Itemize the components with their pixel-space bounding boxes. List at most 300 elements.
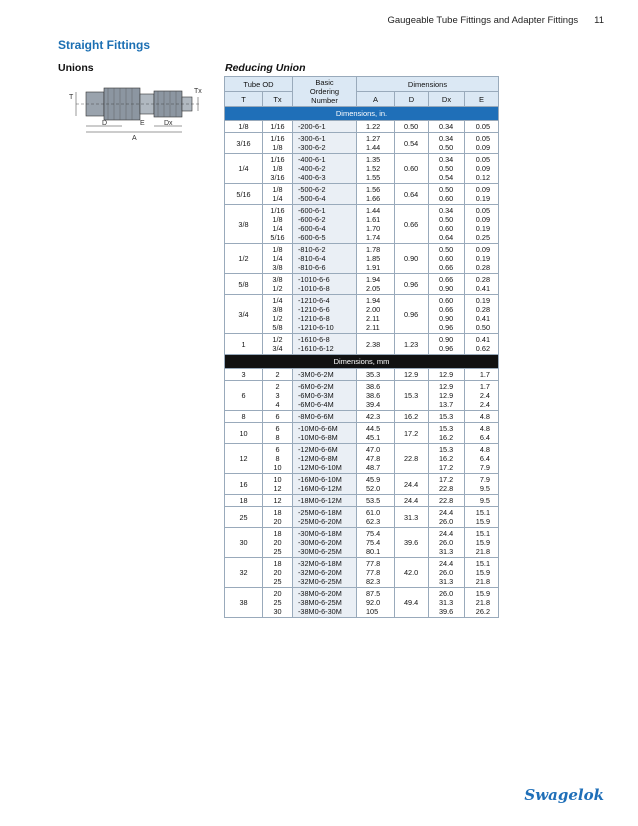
- cell-tx-line: 25: [273, 547, 282, 556]
- subheader-row: [225, 92, 499, 107]
- diagram-label-a: A: [132, 135, 137, 142]
- cell-t: 6: [225, 381, 263, 411]
- table-row: [225, 444, 499, 474]
- cell-e: [465, 334, 499, 355]
- cell-ordering-number: [293, 381, 357, 411]
- cell-ordering-number-line: -400-6-3: [298, 173, 326, 182]
- cell-a-line: 1.70: [366, 224, 381, 233]
- cell-dx: [429, 133, 465, 154]
- cell-e-line: 0.41: [475, 314, 490, 323]
- cell-e-line: 21.8: [475, 577, 490, 586]
- cell-dx-line: 31.3: [439, 577, 454, 586]
- cell-tx-line: 20: [273, 538, 282, 547]
- cell-tx: [263, 588, 293, 618]
- cell-ordering-number-line: -1010-6-8: [298, 284, 330, 293]
- cell-a: 2.38: [357, 334, 395, 355]
- cell-ordering-number-line: -600-6-5: [298, 233, 326, 242]
- cell-dx-line: 26.0: [439, 517, 454, 526]
- cell-a-line: 44.5: [366, 424, 381, 433]
- cell-e-line: 9.5: [479, 496, 490, 505]
- cell-dx: [429, 423, 465, 444]
- cell-ordering-number-line: -30M0-6-20M: [298, 538, 342, 547]
- cell-a-line: 39.4: [366, 400, 381, 409]
- cell-tx-line: 18: [273, 529, 282, 538]
- cell-e: [465, 133, 499, 154]
- cell-dx-line: 39.6: [439, 607, 454, 616]
- cell-a-line: 47.8: [366, 454, 381, 463]
- cell-tx: [263, 274, 293, 295]
- cell-tx: [263, 528, 293, 558]
- cell-t: 3/8: [225, 205, 263, 244]
- table-title: Reducing Union: [225, 62, 306, 74]
- cell-e-line: 0.25: [475, 233, 490, 242]
- col-header-a: A: [357, 92, 395, 107]
- cell-ordering-number-line: -32M0-6-18M: [298, 559, 342, 568]
- cell-t: 3/16: [225, 133, 263, 154]
- col-header-t: T: [225, 92, 263, 107]
- cell-d: 24.4: [395, 495, 429, 507]
- cell-d: 0.50: [395, 121, 429, 133]
- cell-tx: [263, 381, 293, 411]
- cell-dx-line: 0.34: [439, 134, 454, 143]
- cell-ordering-number-line: -1210-6-4: [298, 296, 330, 305]
- table-row: [225, 133, 499, 154]
- cell-d: 22.8: [395, 444, 429, 474]
- cell-a: [357, 121, 395, 133]
- cell-d: 17.2: [395, 423, 429, 444]
- cell-dx-line: 0.66: [439, 263, 454, 272]
- cell-t: 3/4: [225, 295, 263, 334]
- cell-e: [465, 423, 499, 444]
- cell-e-line: 0.09: [475, 185, 490, 194]
- cell-e: [465, 507, 499, 528]
- cell-tx: [263, 295, 293, 334]
- cell-ordering-number: [293, 588, 357, 618]
- cell-tx: [263, 244, 293, 274]
- cell-tx: [263, 205, 293, 244]
- cell-ordering-number: [293, 154, 357, 184]
- cell-tx-line: 12: [273, 484, 282, 493]
- cell-a-line: 1.94: [366, 275, 381, 284]
- cell-tx: [263, 444, 293, 474]
- cell-a-line: 47.0: [366, 445, 381, 454]
- cell-dx-line: 0.90: [439, 284, 454, 293]
- cell-e-line: 1.7: [479, 382, 490, 391]
- header-title: Gaugeable Tube Fittings and Adapter Fittings: [387, 15, 579, 26]
- cell-dx-line: 16.2: [439, 454, 454, 463]
- cell-a-line: 75.4: [366, 529, 381, 538]
- cell-ordering-number-line: -500-6-2: [298, 185, 326, 194]
- cell-a-line: 87.5: [366, 589, 381, 598]
- cell-tx-line: 8: [275, 454, 280, 463]
- cell-ordering-number-line: -1610-6-12: [298, 344, 334, 353]
- cell-dx: [429, 495, 465, 507]
- cell-a: [357, 184, 395, 205]
- cell-e: [465, 274, 499, 295]
- cell-tx: [263, 411, 293, 423]
- cell-d: 0.96: [395, 295, 429, 334]
- cell-e: [465, 444, 499, 474]
- cell-t: 1: [225, 334, 263, 355]
- cell-ordering-number-line: -400-6-2: [298, 164, 326, 173]
- dimensions-mm-band-label: Dimensions, mm: [225, 355, 499, 369]
- cell-e: [465, 184, 499, 205]
- cell-tx-line: 12: [273, 496, 282, 505]
- cell-e-line: 15.9: [475, 568, 490, 577]
- cell-tx-line: 1/2: [272, 314, 283, 323]
- cell-ordering-number: [293, 411, 357, 423]
- cell-ordering-number: [293, 423, 357, 444]
- cell-dx: [429, 369, 465, 381]
- cell-a: [357, 444, 395, 474]
- cell-t: 38: [225, 588, 263, 618]
- cell-t: 5/8: [225, 274, 263, 295]
- cell-e: [465, 244, 499, 274]
- cell-ordering-number: [293, 244, 357, 274]
- cell-e-line: 9.5: [479, 484, 490, 493]
- diagram-label-tx: Tx: [194, 88, 202, 95]
- cell-ordering-number-line: -500-6-4: [298, 194, 326, 203]
- cell-dx-line: 0.54: [439, 173, 454, 182]
- table-row: [225, 184, 499, 205]
- table-row: [225, 205, 499, 244]
- cell-tx-line: 1/4: [272, 296, 283, 305]
- cell-ordering-number-line: -810-6-4: [298, 254, 326, 263]
- cell-a-line: 2.11: [366, 323, 380, 332]
- cell-ordering-number-line: -12M0-6-6M: [298, 445, 338, 454]
- cell-e-line: 0.19: [475, 194, 490, 203]
- cell-ordering-number-line: -810-6-6: [298, 263, 326, 272]
- cell-a: [357, 528, 395, 558]
- cell-d: 0.60: [395, 154, 429, 184]
- cell-e-line: 0.09: [475, 215, 490, 224]
- cell-tx-line: 1/16: [270, 122, 285, 131]
- cell-tx-line: 3/16: [270, 173, 285, 182]
- cell-ordering-number-line: -12M0-6-8M: [298, 454, 338, 463]
- cell-e: [465, 411, 499, 423]
- dimensions-inch-band: [225, 107, 499, 121]
- section-title: Straight Fittings: [58, 38, 150, 52]
- cell-ordering-number: [293, 495, 357, 507]
- cell-ordering-number-line: -200-6-1: [298, 122, 326, 131]
- cell-tx-line: 1/8: [272, 245, 283, 254]
- cell-e-line: 1.7: [479, 370, 490, 379]
- cell-tx-line: 1/4: [272, 224, 283, 233]
- cell-dx: [429, 381, 465, 411]
- cell-a-line: 1.61: [366, 215, 381, 224]
- cell-dx-line: 0.60: [439, 194, 454, 203]
- cell-dx-line: 0.90: [439, 335, 454, 344]
- cell-tx-line: 1/8: [272, 164, 283, 173]
- subsection-title: Unions: [58, 62, 94, 74]
- cell-d: 0.64: [395, 184, 429, 205]
- col-header-basic: Basic: [315, 78, 334, 87]
- cell-e-line: 0.41: [475, 284, 490, 293]
- table-row: [225, 474, 499, 495]
- cell-d: 42.0: [395, 558, 429, 588]
- cell-tx-line: 30: [273, 607, 282, 616]
- cell-dx-line: 0.96: [439, 323, 454, 332]
- cell-a: [357, 205, 395, 244]
- cell-e-line: 7.9: [479, 463, 490, 472]
- cell-ordering-number: [293, 507, 357, 528]
- cell-ordering-number-line: -300-6-2: [298, 143, 326, 152]
- cell-ordering-number-line: -32M0-6-20M: [298, 568, 342, 577]
- cell-e-line: 0.62: [475, 344, 490, 353]
- cell-tx-line: 20: [273, 589, 282, 598]
- cell-d: 31.3: [395, 507, 429, 528]
- header-row: [225, 77, 499, 92]
- cell-ordering-number-line: -600-6-1: [298, 206, 326, 215]
- cell-tx-line: 3/8: [272, 305, 283, 314]
- cell-ordering-number-line: -38M0-6-30M: [298, 607, 342, 616]
- cell-a: [357, 154, 395, 184]
- cell-a: [357, 381, 395, 411]
- cell-e: [465, 558, 499, 588]
- cell-d: 24.4: [395, 474, 429, 495]
- cell-e-line: 2.4: [479, 391, 490, 400]
- cell-tx-line: 1/8: [272, 185, 283, 194]
- cell-dx-line: 15.3: [439, 412, 454, 421]
- cell-tx-line: 1/4: [272, 254, 283, 263]
- cell-t: 12: [225, 444, 263, 474]
- cell-t: 1/8: [225, 121, 263, 133]
- table-row: [225, 369, 499, 381]
- cell-tx-line: 5/8: [272, 323, 283, 332]
- cell-t: 16: [225, 474, 263, 495]
- cell-tx-line: 1/2: [272, 335, 283, 344]
- cell-dx: [429, 558, 465, 588]
- diagram-label-t: T: [69, 94, 74, 101]
- cell-a-line: 48.7: [366, 463, 381, 472]
- cell-dx-line: 24.4: [439, 559, 454, 568]
- cell-ordering-number-line: -38M0-6-25M: [298, 598, 342, 607]
- cell-a-line: 1.56: [366, 185, 381, 194]
- cell-dx-line: 26.0: [439, 589, 454, 598]
- cell-tx: [263, 474, 293, 495]
- cell-d: 16.2: [395, 411, 429, 423]
- cell-a-line: 42.3: [366, 412, 381, 421]
- cell-dx-line: 31.3: [439, 547, 454, 556]
- cell-dx-line: 0.66: [439, 305, 454, 314]
- cell-a: [357, 411, 395, 423]
- col-header-tx: Tx: [263, 92, 293, 107]
- cell-tx-line: 1/16: [270, 155, 285, 164]
- col-header-tube-od: Tube OD: [225, 77, 293, 92]
- cell-e-line: 0.09: [475, 245, 490, 254]
- col-header-e: E: [465, 92, 499, 107]
- cell-tx-line: 10: [273, 475, 282, 484]
- col-header-dx: Dx: [429, 92, 465, 107]
- cell-dx-line: 12.9: [439, 370, 454, 379]
- cell-e-line: 0.28: [475, 305, 490, 314]
- cell-e: [465, 295, 499, 334]
- cell-ordering-number: [293, 121, 357, 133]
- cell-ordering-number-line: -32M0-6-25M: [298, 577, 342, 586]
- cell-dx: [429, 295, 465, 334]
- swagelok-logo: Swagelok: [524, 786, 604, 804]
- cell-dx-line: 24.4: [439, 529, 454, 538]
- cell-ordering-number: [293, 444, 357, 474]
- cell-tx-line: 3: [275, 391, 280, 400]
- cell-e-line: 6.4: [479, 433, 490, 442]
- cell-a-line: 105: [366, 607, 379, 616]
- cell-tx-line: 1/16: [270, 134, 285, 143]
- cell-tx: [263, 184, 293, 205]
- table-row: [225, 423, 499, 444]
- cell-e-line: 0.05: [475, 206, 490, 215]
- cell-a: [357, 558, 395, 588]
- page-header: [387, 15, 604, 26]
- cell-dx-line: 26.0: [439, 538, 454, 547]
- cell-a: [357, 474, 395, 495]
- cell-ordering-number-line: -1210-6-10: [298, 323, 334, 332]
- cell-tx: [263, 558, 293, 588]
- col-header-dimensions: Dimensions: [357, 77, 499, 92]
- cell-ordering-number: [293, 369, 357, 381]
- cell-dx: [429, 184, 465, 205]
- cell-t: 5/16: [225, 184, 263, 205]
- cell-dx-line: 0.34: [439, 155, 454, 164]
- cell-ordering-number: [293, 528, 357, 558]
- cell-a-line: 2.11: [366, 314, 380, 323]
- cell-e-line: 0.05: [475, 122, 490, 131]
- table-row: [225, 495, 499, 507]
- cell-dx-line: 15.3: [439, 424, 454, 433]
- cell-ordering-number-line: -16M0-6-12M: [298, 484, 342, 493]
- cell-dx-line: 17.2: [439, 463, 454, 472]
- cell-ordering-number-line: -38M0-6-20M: [298, 589, 342, 598]
- cell-tx-line: 3/8: [272, 275, 283, 284]
- cell-a-line: 80.1: [366, 547, 381, 556]
- cell-a-line: 2.00: [366, 305, 381, 314]
- cell-tx-line: 10: [273, 463, 282, 472]
- cell-tx: [263, 369, 293, 381]
- cell-e-line: 15.9: [475, 538, 490, 547]
- cell-tx-line: 25: [273, 598, 282, 607]
- cell-a-line: 38.6: [366, 391, 381, 400]
- cell-dx-line: 12.9: [439, 391, 454, 400]
- cell-a: [357, 244, 395, 274]
- cell-dx: [429, 444, 465, 474]
- cell-a-line: 2.05: [366, 284, 381, 293]
- cell-dx-line: 0.64: [439, 233, 454, 242]
- cell-tx-line: 20: [273, 568, 282, 577]
- cell-e-line: 26.2: [475, 607, 490, 616]
- cell-e-line: 0.19: [475, 254, 490, 263]
- cell-ordering-number-line: -1210-6-6: [298, 305, 330, 314]
- table-row: [225, 507, 499, 528]
- diagram-label-e: E: [140, 120, 145, 127]
- cell-a-line: 61.0: [366, 508, 381, 517]
- cell-a-line: 82.3: [366, 577, 381, 586]
- cell-dx-line: 0.50: [439, 143, 454, 152]
- cell-e-line: 15.1: [475, 508, 490, 517]
- cell-a-line: 53.5: [366, 496, 381, 505]
- cell-ordering-number-line: -1210-6-8: [298, 314, 330, 323]
- cell-dx: [429, 205, 465, 244]
- cell-tx-line: 1/8: [272, 143, 283, 152]
- table-row: [225, 528, 499, 558]
- cell-dx-line: 31.3: [439, 598, 454, 607]
- cell-e-line: 0.28: [475, 275, 490, 284]
- cell-e: [465, 495, 499, 507]
- cell-d: 12.9: [395, 369, 429, 381]
- cell-a: [357, 423, 395, 444]
- cell-ordering-number: [293, 133, 357, 154]
- cell-tx-line: 3/8: [272, 263, 283, 272]
- table-row: [225, 121, 499, 133]
- cell-e-line: 15.1: [475, 529, 490, 538]
- cell-e-line: 0.09: [475, 143, 490, 152]
- cell-t: 1/2: [225, 244, 263, 274]
- cell-a: [357, 369, 395, 381]
- cell-ordering-number-line: -810-6-2: [298, 245, 326, 254]
- diagram-label-dx: Dx: [164, 120, 173, 127]
- cell-a-line: 92.0: [366, 598, 381, 607]
- cell-t: 25: [225, 507, 263, 528]
- cell-ordering-number: [293, 558, 357, 588]
- cell-dx: [429, 588, 465, 618]
- cell-a: [357, 274, 395, 295]
- cell-e-line: 0.28: [475, 263, 490, 272]
- cell-a-line: 1.74: [366, 233, 381, 242]
- cell-d: 0.90: [395, 244, 429, 274]
- cell-tx-line: 2: [275, 382, 280, 391]
- cell-a-line: 52.0: [366, 484, 381, 493]
- cell-dx-line: 0.50: [439, 164, 454, 173]
- cell-tx: [263, 334, 293, 355]
- cell-dx: [429, 411, 465, 423]
- cell-e-line: 0.19: [475, 296, 490, 305]
- cell-d: 0.54: [395, 133, 429, 154]
- cell-e-line: 0.19: [475, 224, 490, 233]
- cell-t: 32: [225, 558, 263, 588]
- cell-ordering-number-line: -600-6-4: [298, 224, 326, 233]
- table-row: [225, 295, 499, 334]
- cell-dx-line: 0.60: [439, 254, 454, 263]
- reducing-union-diagram: [66, 82, 206, 150]
- cell-tx-line: 5/16: [270, 233, 285, 242]
- cell-dx-line: 0.50: [439, 215, 454, 224]
- cell-e-line: 0.12: [475, 173, 490, 182]
- cell-d: 49.4: [395, 588, 429, 618]
- cell-a: [357, 295, 395, 334]
- cell-e-line: 0.09: [475, 164, 490, 173]
- cell-tx-line: 4: [275, 400, 280, 409]
- reducing-union-table: [224, 76, 499, 618]
- cell-e-line: 4.8: [479, 412, 490, 421]
- cell-dx-line: 0.34: [439, 122, 454, 131]
- cell-a-line: 77.8: [366, 559, 381, 568]
- cell-dx-line: 0.66: [439, 275, 454, 284]
- cell-tx-line: 8: [275, 433, 280, 442]
- cell-tx-line: 25: [273, 577, 282, 586]
- cell-a-line: 77.8: [366, 568, 381, 577]
- page-number: 11: [594, 15, 604, 26]
- cell-tx: [263, 495, 293, 507]
- cell-e: [465, 369, 499, 381]
- table-row: [225, 411, 499, 423]
- cell-dx-line: 0.60: [439, 296, 454, 305]
- cell-dx: [429, 528, 465, 558]
- cell-a-line: 1.78: [366, 245, 381, 254]
- col-header-number: Number: [311, 96, 338, 105]
- cell-a-line: 1.27: [366, 134, 381, 143]
- table-row: [225, 274, 499, 295]
- cell-dx-line: 0.60: [439, 224, 454, 233]
- cell-e: [465, 588, 499, 618]
